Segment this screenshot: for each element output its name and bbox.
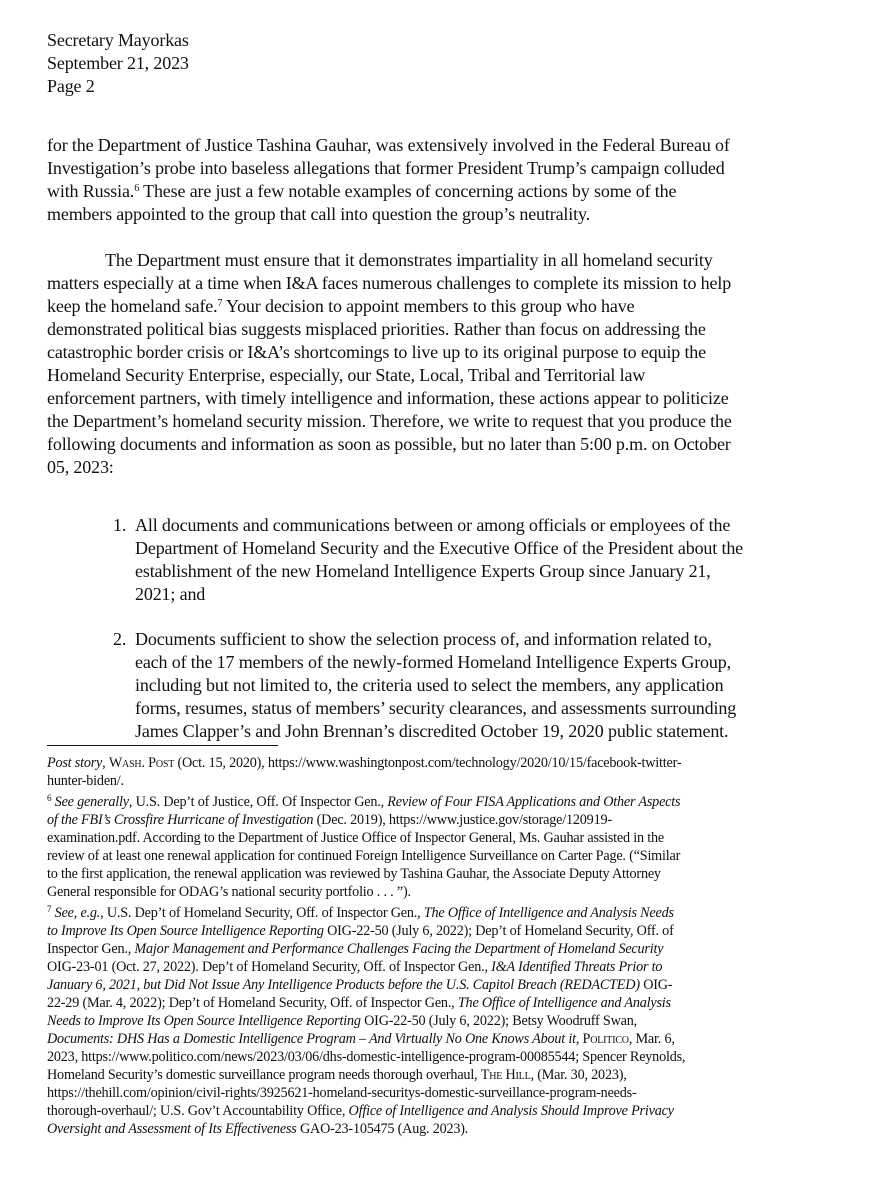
request-line: each of the 17 members of the newly-formed Homeland Intelligence Experts Group, [135,652,731,672]
footnote-6-line: General responsible for ODAG’s national security portfolio . . . ”). [47,884,411,900]
paragraph-line: catastrophic border crisis or I&A’s shortcomings to live up to its original purpose to equip the [47,342,706,362]
footnote-6-line: of the FBI’s Crossfire Hurricane of Investigation (Dec. 2019), https://www.justice.gov/storage/120919- [47,812,612,828]
url-link[interactable]: (Oct. 15, 2020), https://www.washingtonpost.com/technology/2020/10/15/facebook-twitter- [174,755,682,771]
paragraph-line: Investigation’s probe into baseless allegations that former President Trump’s campaign colluded [47,158,725,178]
paragraph-line: Homeland Security Enterprise, especially, our State, Local, Tribal and Territorial law [47,365,646,385]
request-line: Documents sufficient to show the selection process of, and information related to, [135,629,712,649]
paragraph-line: following documents and information as soon as possible, but no later than 5:00 p.m. on October [47,434,731,454]
footnote-ref-7[interactable]: 7 [217,298,223,309]
paragraph-line: with Russia.$^6$ These are just a few notable examples of concerning actions by some of the [47,181,677,201]
paragraph-line: The Department must ensure that it demonstrates impartiality in all homeland security [105,250,713,270]
footnote-7-line: Documents: DHS Has a Domestic Intelligence Program – And Virtually No One Knows About it, Politico, Mar. 6, [47,1031,675,1047]
footnote-6: $^6$ See generally, U.S. Dep’t of Justice, Off. Of Inspector Gen., Review of Four FISA Applications and Other Aspects [47,793,681,810]
paragraph-line: enforcement partners, with timely intelligence and information, these actions appear to politicize [47,388,729,408]
paragraph-line: matters especially at a time when I&A faces numerous challenges to complete its mission to help [47,273,732,293]
header-recipient: Secretary Mayorkas [47,30,189,50]
footnote-7-line: to Improve Its Open Source Intelligence Reporting OIG-22-50 (July 6, 2022); Dep’t of Homeland Security, Off. of [47,923,674,939]
footnote-7-line: Inspector Gen., Major Management and Performance Challenges Facing the Department of Homeland Security [47,941,664,957]
footnote-7-url-line[interactable]: https://thehill.com/opinion/civil-rights/3925621-homeland-securitys-domestic-surveillance-program-needs- [47,1085,637,1101]
paragraph-line: for the Department of Justice Tashina Gauhar, was extensively involved in the Federal Bureau of [47,135,730,155]
paragraph-line: keep the homeland safe.$^7$ Your decision to appoint members to this group who have [47,296,635,316]
footnote-continued-line: Post story, Wash. Post (Oct. 15, 2020), https://www.washingtonpost.com/technology/2020/10/15/facebook-twitter- [47,755,682,771]
paragraph-line: the Department’s homeland security mission. Therefore, we write to request that you produce the [47,411,732,431]
header-page-number: Page 2 [47,76,95,96]
request-line: All documents and communications between or among officials or employees of the [135,515,731,535]
footnote-continued-line: hunter-biden/. [47,773,124,789]
url-link[interactable]: (Dec. 2019), https://www.justice.gov/storage/120919- [313,812,612,828]
footnote-7-line: 22-29 (Mar. 4, 2022); Dep’t of Homeland Security, Off. of Inspector Gen., The Office of Intelligence and Analysis [47,995,671,1011]
footnote-7-line: Oversight and Assessment of Its Effectiveness GAO-23-105475 (Aug. 2023). [47,1121,469,1137]
footnote-7-line: January 6, 2021, but Did Not Issue Any Intelligence Products before the U.S. Capitol Breach (REDACTED) OIG- [47,977,673,993]
request-line: James Clapper’s and John Brennan’s discredited October 19, 2020 public statement. [135,721,729,741]
footnote-7-url-line[interactable]: 2023, https://www.politico.com/news/2023/03/06/dhs-domestic-intelligence-program-00085544; Spencer Reynolds, [47,1049,686,1065]
footnote-7-line: Homeland Security’s domestic surveillance program needs thorough overhaul, The Hill, (Mar. 30, 2023), [47,1067,627,1083]
paragraph-line: demonstrated political bias suggests misplaced priorities. Rather than focus on addressing the [47,319,706,339]
paragraph-line: 05, 2023: [47,457,114,477]
request-line: 2021; and [135,584,206,604]
footnote-6-line: examination.pdf. According to the Department of Justice Office of Inspector General, Ms. Gauhar assisted in the [47,830,664,846]
footnote-6-line: review of at least one renewal application for continued Foreign Intelligence Surveillance on Carter Page. (“Similar [47,848,681,864]
request-number: 1. [113,515,127,535]
request-line: forms, resumes, status of members’ security clearances, and assessments surrounding [135,698,737,718]
footnote-7-line: thorough-overhaul/; U.S. Gov’t Accountability Office, Office of Intelligence and Analysis Should Improve Privacy [47,1103,674,1119]
header-date: September 21, 2023 [47,53,189,73]
request-number: 2. [113,629,127,649]
request-line: including but not limited to, the criteria used to select the members, any application [135,675,724,695]
footnote-7-line: Needs to Improve Its Open Source Intelligence Reporting OIG-22-50 (July 6, 2022); Betsy Woodruff Swan, [47,1013,637,1029]
footnote-7: $^7$ See, e.g., U.S. Dep’t of Homeland Security, Off. of Inspector Gen., The Office of Intelligence and Analysis Needs [47,904,674,921]
footnote-ref-6[interactable]: 6 [134,183,140,194]
request-line: establishment of the new Homeland Intelligence Experts Group since January 21, [135,561,711,581]
footnote-7-line: OIG-23-01 (Oct. 27, 2022). Dep’t of Homeland Security, Off. of Inspector Gen., I&A Identified Threats Prior to [47,959,663,975]
paragraph-line: members appointed to the group that call into question the group’s neutrality. [47,204,591,224]
footnote-6-line: to the first application, the renewal application was reviewed by Tashina Gauhar, the Associate Deputy Attorney [47,866,661,882]
request-line: Department of Homeland Security and the Executive Office of the President about the [135,538,744,558]
footnote-separator [47,745,278,746]
